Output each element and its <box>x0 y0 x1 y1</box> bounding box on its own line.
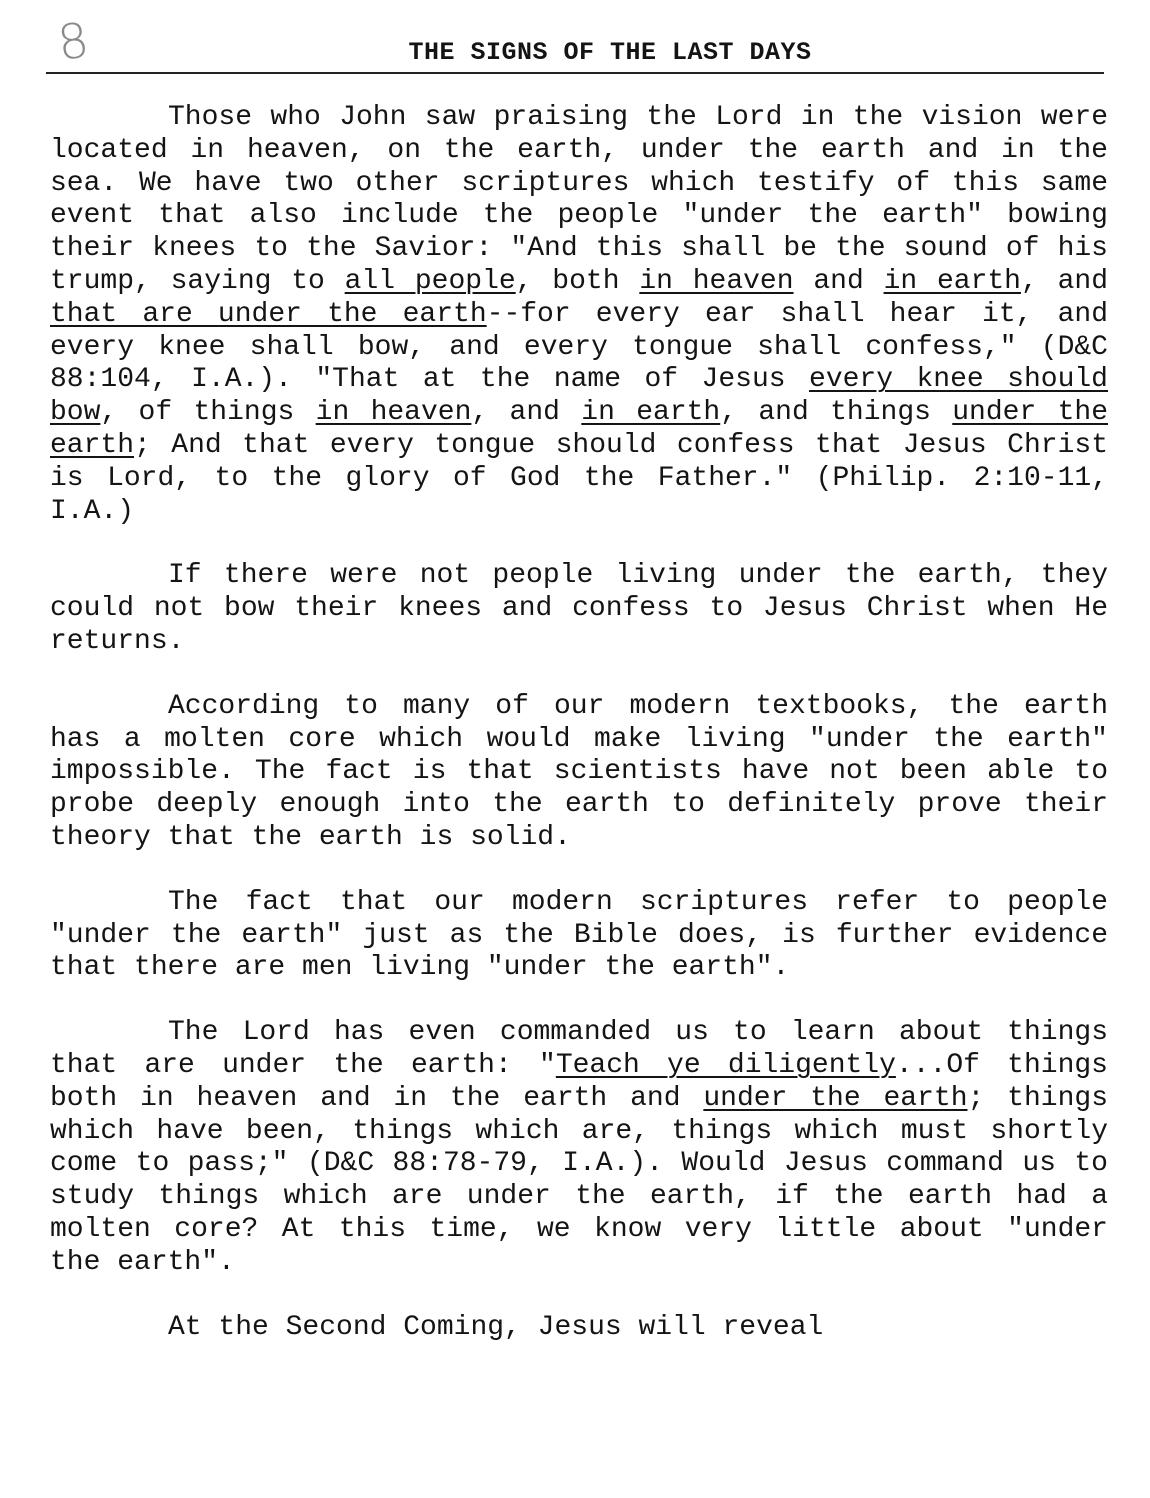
underlined-text: in heaven <box>639 265 794 297</box>
paragraph <box>50 887 1108 985</box>
paragraph <box>50 1312 1108 1345</box>
paragraph-text: and <box>793 265 884 297</box>
paragraph-text: The fact that our modern scriptures refer to people "under the earth" just as the Bible does, is further evidence that there are men living "under the earth". <box>50 886 1108 984</box>
paragraph-text: The Lord has even commanded us to learn about things that are under the earth: " <box>50 1017 1108 1081</box>
paragraph-text: ; things which have been, things which are, things which must shortly come to pass;" (D&C 88:78-79, I.A.). Would Jesus command us to study things which are under the earth, if the earth had a molten core? At this time, we know very little about "under the earth". <box>50 1082 1108 1278</box>
underlined-text: that are under the earth <box>50 298 487 330</box>
page-header-title: THE SIGNS OF THE LAST DAYS <box>408 38 812 67</box>
paragraph <box>50 102 1108 528</box>
paragraph-text: , of things <box>100 397 316 429</box>
paragraph-text: ...Of things both in heaven and in the earth and <box>50 1049 1108 1114</box>
paragraph-text: At the Second Coming, Jesus will reveal <box>168 1311 824 1343</box>
underlined-text: under the earth <box>50 397 1109 461</box>
underlined-text: under the earth <box>703 1082 968 1114</box>
underlined-text: in heaven <box>315 397 472 429</box>
underlined-text: in earth <box>581 397 721 429</box>
document-body <box>50 102 1108 1376</box>
paragraph-text: If there were not people living under the earth, they could not bow their knees and confess to Jesus Christ when He returns. <box>50 560 1108 657</box>
paragraph <box>50 691 1108 855</box>
paragraph-text: --for every ear shall hear it, and every knee shall bow, and every tongue shall confess," (D&C 88:104, I.A.). "That at the name of Jesus <box>50 298 1108 396</box>
page-header <box>46 38 1104 74</box>
paragraph-text: Those who John saw praising the Lord in the vision were located in heaven, on the earth, under the earth and in the sea. We have two other scriptures which testify of this same event that also include the people "under the earth" bowing their knees to the Savior: "And this shall be the sound of his trump, saying to <box>50 102 1108 297</box>
paragraph <box>50 560 1108 658</box>
underlined-text: all people <box>344 265 516 297</box>
handwritten-page-number: 8 <box>54 12 93 72</box>
paragraph-text: , both <box>515 265 640 297</box>
underlined-text: every knee should bow <box>50 364 1108 429</box>
paragraph-text: ; And that every tongue should confess that Jesus Christ is Lord, to the glory of God the Father." (Philip. 2:10-11, I.A.) <box>50 429 1108 527</box>
underlined-text: Teach ye diligently <box>555 1049 896 1081</box>
paragraph-text: , and <box>1020 265 1108 297</box>
paragraph-text: , and <box>471 397 582 429</box>
paragraph-text: According to many of our modern textbooks, the earth has a molten core which would make living "under the earth" impossible. The fact is that scientists have not been able to probe deeply enough into the earth to definitely prove their theory that the earth is solid. <box>50 690 1108 853</box>
paragraph-text: , and things <box>720 397 953 429</box>
paragraph <box>50 1017 1108 1279</box>
underlined-text: in earth <box>883 265 1021 297</box>
